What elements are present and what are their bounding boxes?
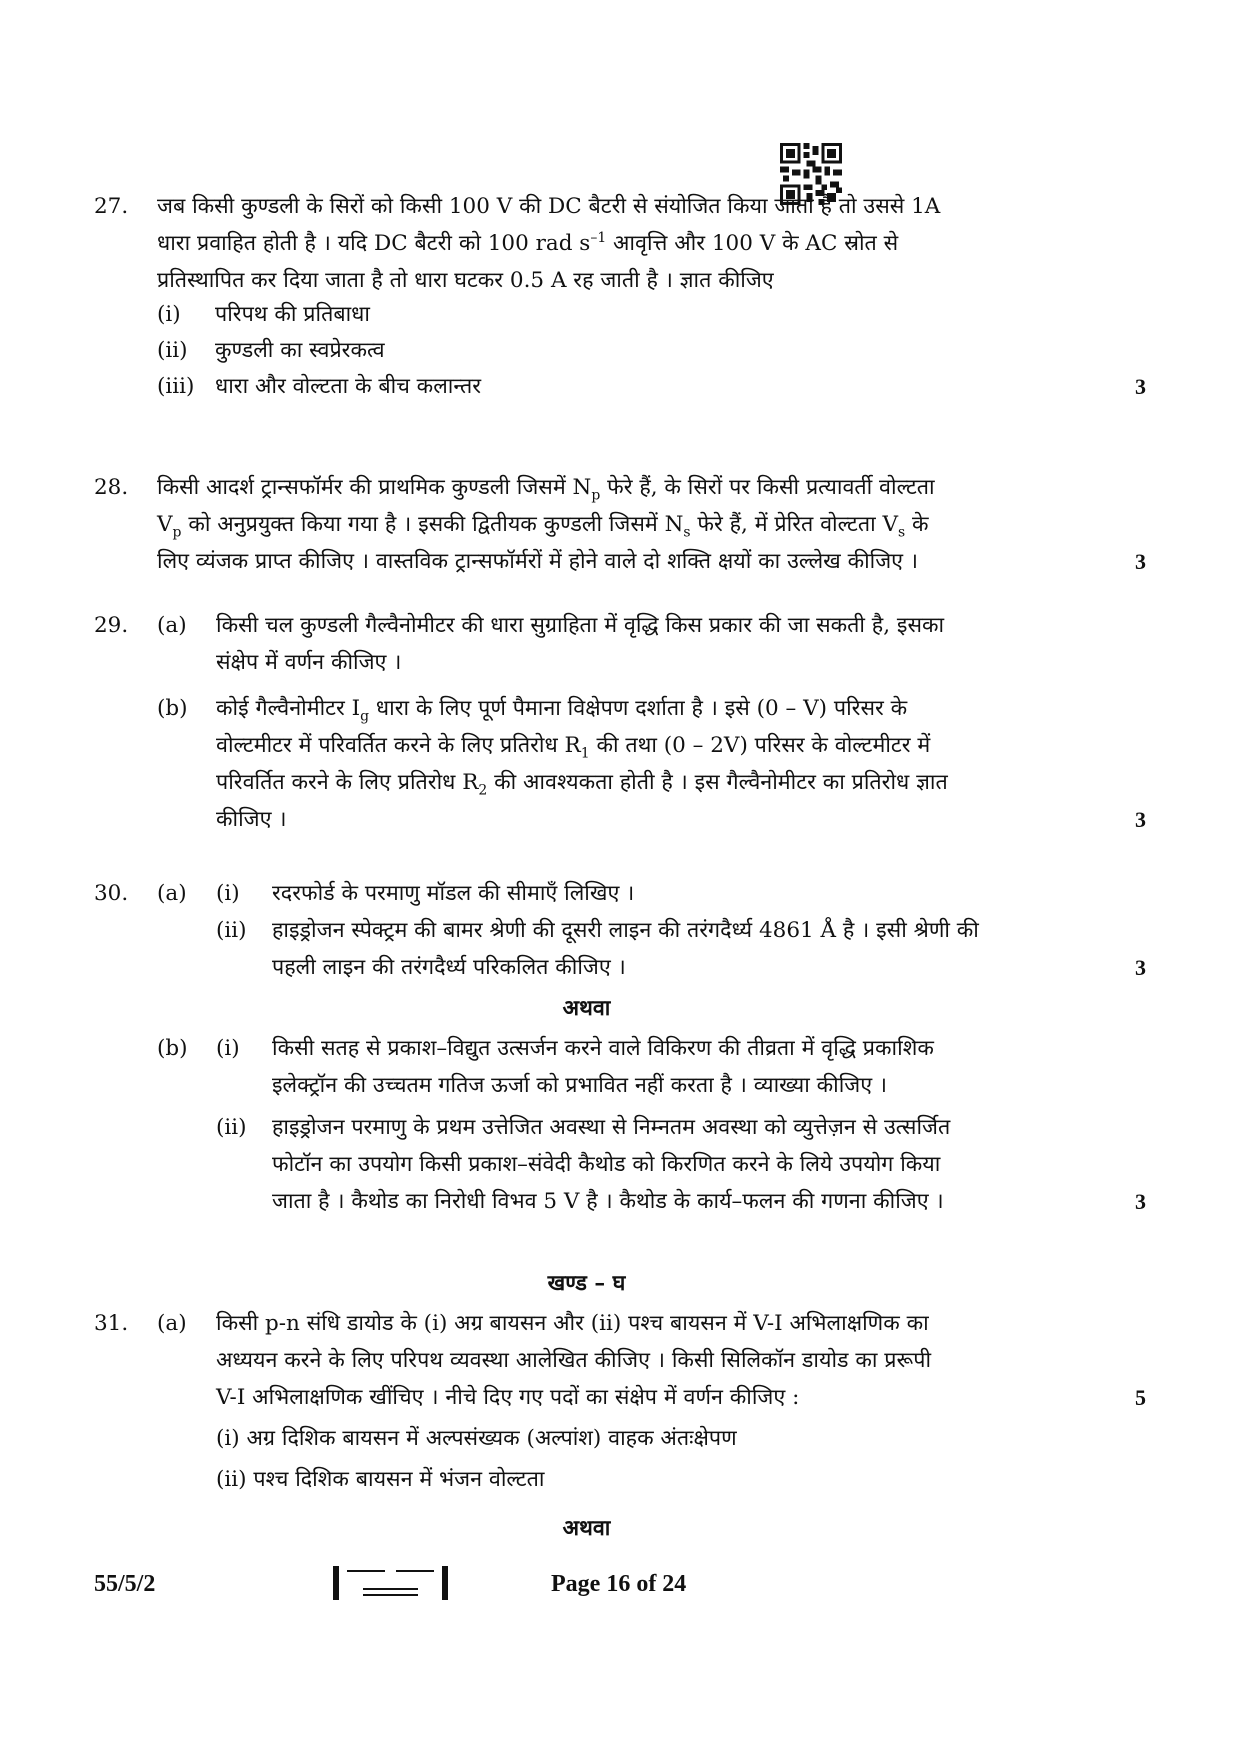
sub-part-label: (i) — [216, 881, 240, 906]
question-text-line: रदरफोर्ड के परमाणु मॉडल की सीमाएँ लिखिए । — [272, 881, 635, 906]
paper-code: 55/5/2 — [94, 1571, 156, 1597]
question-number: 31. — [94, 1311, 129, 1336]
part-label: (b) — [157, 1036, 188, 1061]
question-text-line: प्रतिस्थापित कर दिया जाता है तो धारा घटकर 0.5 A रह जाती है । ज्ञात कीजिए — [157, 268, 774, 293]
part-label: (b) — [157, 696, 188, 721]
question-text-line: किसी आदर्श ट्रान्सफॉर्मर की प्राथमिक कुण्डली जिसमें $N_p$ फेरे हैं, के सिरों पर किसी प्रत्यावर्ती वोल्टता — [157, 475, 935, 504]
question-text-line: पहली लाइन की तरंगदैर्ध्य परिकलित कीजिए । — [272, 955, 626, 980]
marks: 3 — [1135, 807, 1146, 832]
marks: 3 — [1135, 1189, 1146, 1214]
part-label: (a) — [157, 1311, 187, 1336]
question-text-line: किसी p-n संधि डायोड के (i) अग्र बायसन और (ii) पश्च बायसन में V-I अभिलाक्षणिक का — [216, 1311, 929, 1336]
question-text-line: $V_p$ को अनुप्रयुक्त किया गया है । इसकी द्वितीयक कुण्डली जिसमें $N_s$ फेरे हैं, में प्रेरित वोल्टता $V_s$ के — [157, 512, 929, 541]
part-label: (a) — [157, 613, 187, 638]
question-text-line: धारा प्रवाहित होती है । यदि DC बैटरी को 100 rad $s^{-1}$ आवृत्ति और 100 V के AC स्रोत से — [157, 229, 899, 256]
question-text-line: हाइड्रोजन स्पेक्ट्रम की बामर श्रेणी की दूसरी लाइन की तरंगदैर्ध्य 4861 Å है । इसी श्रेणी की — [272, 918, 979, 943]
question-text-line: V-I अभिलाक्षणिक खींचिए । नीचे दिए गए पदों का संक्षेप में वर्णन कीजिए : — [216, 1385, 800, 1410]
sub-part-label: (i) — [216, 1036, 240, 1061]
question-text-line: फोटॉन का उपयोग किसी प्रकाश–संवेदी कैथोड को किरणित करने के लिये उपयोग किया — [272, 1152, 941, 1177]
question-text-line: वोल्टमीटर में परिवर्तित करने के लिए प्रतिरोध $R_1$ की तथा (0 – 2V) परिसर के वोल्टमीटर में — [216, 733, 931, 762]
part-label: (a) — [157, 881, 187, 906]
question-text-line: जब किसी कुण्डली के सिरों को किसी 100 V की DC बैटरी से संयोजित किया जाता है तो उससे 1A — [157, 194, 941, 219]
question-text-line: (ii) पश्च दिशिक बायसन में भंजन वोल्टता — [216, 1467, 545, 1492]
question-text-line: अध्ययन करने के लिए परिपथ व्यवस्था आलेखित कीजिए । किसी सिलिकॉन डायोड का प्ररूपी — [216, 1348, 932, 1373]
question-text-line: किसी चल कुण्डली गैल्वैनोमीटर की धारा सुग्राहिता में वृद्धि किस प्रकार की जा सकती है, इसका — [216, 613, 945, 638]
marks: 3 — [1135, 955, 1146, 980]
marks: 3 — [1135, 549, 1146, 574]
marks: 5 — [1135, 1385, 1146, 1410]
barcode-mark — [333, 1566, 448, 1600]
sub-part-label: (ii) — [216, 918, 247, 943]
question-text-line: जाता है । कैथोड का निरोधी विभव 5 V है । कैथोड के कार्य–फलन की गणना कीजिए । — [272, 1189, 944, 1214]
question-text-line: परिवर्तित करने के लिए प्रतिरोध $R_2$ की आवश्यकता होती है । इस गैल्वैनोमीटर का प्रतिरोध ज्ञात — [216, 770, 948, 799]
or-separator: अथवा — [562, 996, 611, 1021]
question-text-line: किसी सतह से प्रकाश–विद्युत उत्सर्जन करने वाले विकिरण की तीव्रता में वृद्धि प्रकाशिक — [272, 1036, 934, 1061]
question-text-line: कोई गैल्वैनोमीटर $I_g$ धारा के लिए पूर्ण पैमाना विक्षेपण दर्शाता है । इसे (0 – V) परिसर के — [216, 696, 908, 725]
sub-part-label: (ii) — [216, 1115, 247, 1140]
question-text-line: (i) अग्र दिशिक बायसन में अल्पसंख्यक (अल्पांश) वाहक अंतःक्षेपण — [216, 1426, 737, 1451]
question-text-line: हाइड्रोजन परमाणु के प्रथम उत्तेजित अवस्था से निम्नतम अवस्था को व्युत्तेज़न से उत्सर्जित — [272, 1115, 951, 1140]
question-text-line: इलेक्ट्रॉन की उच्चतम गतिज ऊर्जा को प्रभावित नहीं करता है । व्याख्या कीजिए । — [272, 1073, 888, 1098]
marks: 3 — [1135, 374, 1146, 399]
section-heading: खण्ड – घ — [547, 1271, 626, 1296]
question-number: 28. — [94, 475, 129, 500]
page-number: Page 16 of 24 — [551, 1571, 687, 1597]
question-text-line: कीजिए । — [216, 807, 287, 832]
question-text-line: संक्षेप में वर्णन कीजिए । — [216, 650, 402, 675]
question-text-line: लिए व्यंजक प्राप्त कीजिए । वास्तविक ट्रान्सफॉर्मरों में होने वाले दो शक्ति क्षयों का उल्लेख कीजिए । — [157, 549, 919, 574]
question-number: 27. — [94, 194, 129, 219]
question-number: 29. — [94, 613, 129, 638]
question-number: 30. — [94, 881, 129, 906]
or-separator: अथवा — [562, 1516, 611, 1541]
